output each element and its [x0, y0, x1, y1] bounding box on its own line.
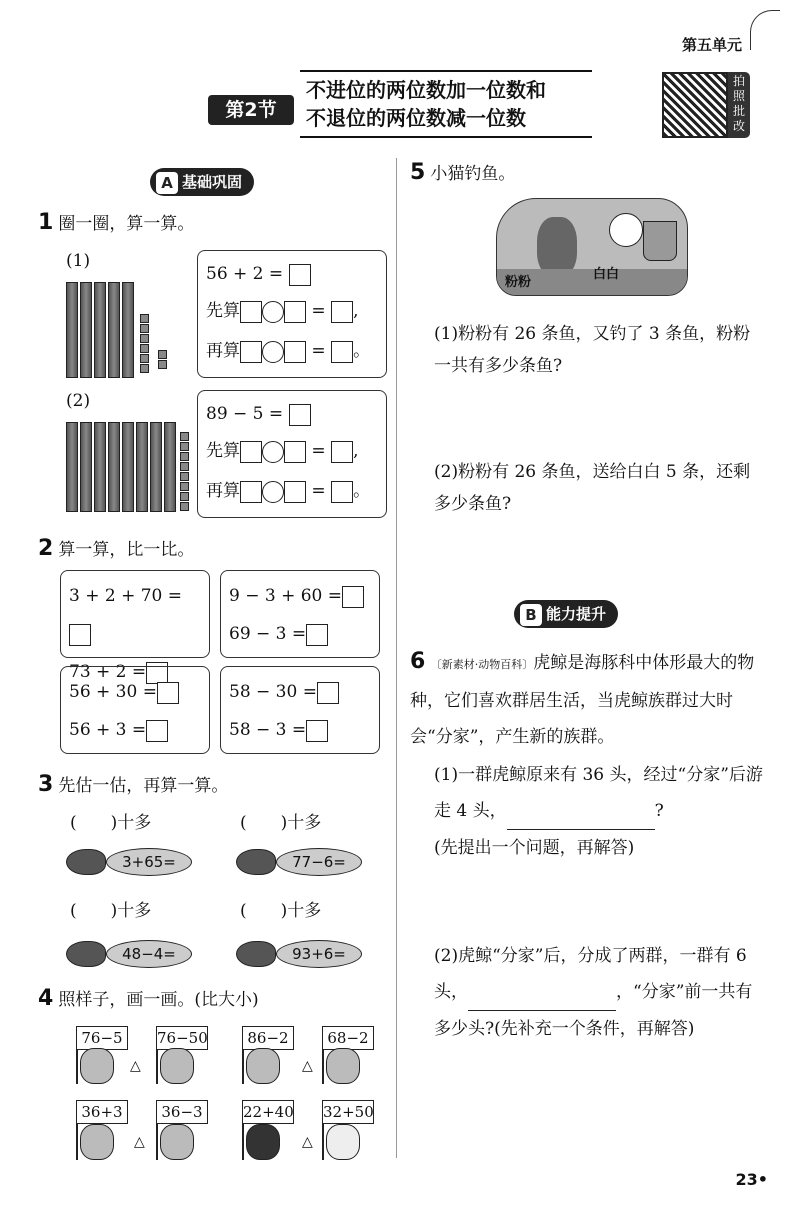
answer-box[interactable]: [240, 301, 262, 323]
question-text: 先估一估，再算一算。: [58, 776, 229, 796]
section-b-title: 能力提升: [546, 605, 607, 623]
section-title: [300, 70, 592, 138]
fish-icon: [66, 941, 106, 967]
q4-compare-area: [60, 1020, 390, 1170]
question-text: 照样子，画一画。(比大小): [58, 990, 259, 1010]
operator-circle[interactable]: [262, 481, 284, 503]
triangle-marker: △: [134, 1134, 145, 1150]
q2-box-1: 3 + 2 + 70 = 73 + 2 =: [60, 570, 210, 658]
estimate-blank[interactable]: ( )十多: [70, 901, 152, 921]
squirrel-icon: [160, 1048, 194, 1084]
answer-box[interactable]: [157, 682, 179, 704]
condition-blank[interactable]: [468, 974, 616, 1011]
q1-part2-blocks: [60, 414, 190, 514]
q1-part1-blocks: [60, 270, 180, 378]
q6-part1-text: (1)一群虎鲸原来有 36 头，经过“分家”后游走 4 头，: [434, 765, 763, 821]
expression-oval: 3+65=: [106, 848, 192, 876]
estimate-blank[interactable]: ( )十多: [240, 813, 322, 833]
triangle-marker: △: [302, 1134, 313, 1150]
answer-box[interactable]: [284, 481, 306, 503]
expression-oval: 77−6=: [276, 848, 362, 876]
monkey-icon: [326, 1048, 360, 1084]
question-number: 5: [410, 160, 426, 185]
step-label: 再算: [206, 341, 240, 361]
answer-box[interactable]: [331, 301, 353, 323]
number-card: 32+50: [322, 1100, 374, 1124]
section-badge: 第2节: [208, 95, 294, 125]
page-corner-decoration: [750, 10, 780, 50]
answer-box[interactable]: [289, 404, 311, 426]
cat-icon: [537, 217, 577, 277]
section-title-line1: 不进位的两位数加一位数和: [306, 78, 546, 102]
puppy-icon: [160, 1124, 194, 1160]
estimate-blank[interactable]: ( )十多: [70, 813, 152, 833]
answer-box[interactable]: [331, 481, 353, 503]
q5-part1: (1)粉粉有 26 条鱼，又钓了 3 条鱼，粉粉一共有多少条鱼?: [434, 324, 751, 376]
q2-box-4: 58 − 30 = 58 − 3 =: [220, 666, 380, 754]
panda-icon: [326, 1124, 360, 1160]
answer-box[interactable]: [240, 441, 262, 463]
answer-box[interactable]: [146, 720, 168, 742]
section-b-header: [514, 600, 618, 628]
question-text: 圈一圈，算一算。: [58, 214, 195, 234]
q5-part2: (2)粉粉有 26 条鱼，送给白白 5 条，还剩多少条鱼?: [434, 462, 751, 514]
q1-part2-label: (2): [66, 391, 91, 411]
answer-box[interactable]: [317, 682, 339, 704]
question-number: 6: [410, 649, 426, 674]
section-a-letter: A: [156, 172, 178, 194]
name-label: 白白: [593, 267, 620, 282]
question-number: 4: [38, 986, 54, 1011]
number-card: 36−3: [156, 1100, 208, 1124]
answer-box[interactable]: [289, 264, 311, 286]
number-card: 68−2: [322, 1026, 374, 1050]
bear-icon: [80, 1124, 114, 1160]
question-number: 2: [38, 536, 54, 561]
page-number: 23•: [735, 1170, 768, 1189]
expression-oval: 93+6=: [276, 940, 362, 968]
answer-box[interactable]: [284, 341, 306, 363]
material-tag: 〔新素材·动物百科〕: [430, 658, 534, 671]
question-blank[interactable]: [507, 793, 655, 830]
section-title-line2: 不退位的两位数减一位数: [306, 106, 526, 130]
mouse-icon: [246, 1124, 280, 1160]
fish-expression: [236, 848, 362, 876]
answer-box[interactable]: [240, 341, 262, 363]
fish-expression: [236, 940, 362, 968]
question-text: 小猫钓鱼。: [430, 164, 516, 184]
question-4-heading: [38, 986, 259, 1014]
q6-part2-text: (2)虎鲸“分家”后，分成了两群，一群有 6 头，: [434, 946, 747, 1002]
question-number: 3: [38, 772, 54, 797]
step-label: 先算: [206, 301, 240, 321]
name-label: 粉粉: [505, 275, 532, 290]
expression-oval: 48−4=: [106, 940, 192, 968]
number-card: 36+3: [76, 1100, 128, 1124]
operator-circle[interactable]: [262, 441, 284, 463]
operator-circle[interactable]: [262, 341, 284, 363]
estimate-blank[interactable]: ( )十多: [240, 901, 322, 921]
answer-box[interactable]: [331, 341, 353, 363]
cat-icon: [609, 213, 643, 247]
triangle-marker: △: [302, 1058, 313, 1074]
number-card: 86−2: [242, 1026, 294, 1050]
section-a-header: [150, 168, 254, 196]
question-5-heading: [410, 160, 515, 188]
fish-icon: [66, 849, 106, 875]
bucket-icon: [643, 221, 677, 261]
fishing-cats-illustration: [496, 198, 688, 296]
fish-icon: [236, 941, 276, 967]
number-card: 76−50: [156, 1026, 208, 1050]
number-card: 76−5: [76, 1026, 128, 1050]
q6-part1-instruction: (先提出一个问题，再解答): [434, 838, 635, 858]
q2-box-3: 56 + 30 = 56 + 3 =: [60, 666, 210, 754]
section-b-letter: B: [520, 604, 542, 626]
step-label: 再算: [206, 481, 240, 501]
question-6: 6 〔新素材·动物百科〕虎鲸是海豚科中体形最大的物种，它们喜欢群居生活，当虎鲸族群过大时会“分家”，产生新的族群。 (1)一群虎鲸原来有 36 头，经过“分家”后游走 4 头， ? (先提出一个问题，再解答) (2)虎鲸“分家”后，分成了两群，一群有 6 头， ，“分家”前一共有多少头?(先补充一个条件，再解答): [410, 644, 766, 1047]
lion-icon: [80, 1048, 114, 1084]
answer-box[interactable]: [284, 441, 306, 463]
answer-box[interactable]: [69, 624, 91, 646]
answer-box[interactable]: [306, 624, 328, 646]
answer-box[interactable]: [306, 720, 328, 742]
dog-icon: [246, 1048, 280, 1084]
question-1-heading: [38, 210, 194, 238]
question-intro: 虎鲸是海豚科中体形最大的物种，它们喜欢群居生活，当虎鲸族群过大时会“分家”，产生新的族群。: [410, 653, 755, 747]
q1-part1-panel: 56 + 2 = 先算 = , 再算 = 。: [197, 250, 387, 378]
unit-label: 第五单元: [681, 36, 742, 54]
question-3-heading: [38, 772, 228, 800]
question-text: 算一算，比一比。: [58, 540, 195, 560]
number-card: 22+40: [242, 1100, 294, 1124]
column-divider: [396, 158, 397, 1158]
q2-box-2: 9 − 3 + 60 = 69 − 3 =: [220, 570, 380, 658]
equation: 89 − 5 =: [206, 404, 284, 424]
fish-expression: [66, 940, 192, 968]
operator-circle[interactable]: [262, 301, 284, 323]
q1-part2-panel: 89 − 5 = 先算 = , 再算 = 。: [197, 390, 387, 518]
answer-box[interactable]: [331, 441, 353, 463]
q1-part1-label: (1): [66, 251, 91, 271]
photo-grade-tab[interactable]: 拍 照 批 改: [728, 72, 750, 138]
fish-icon: [236, 849, 276, 875]
equation: 56 + 2 =: [206, 264, 284, 284]
step-label: 先算: [206, 441, 240, 461]
answer-box[interactable]: [342, 586, 364, 608]
question-number: 1: [38, 210, 54, 235]
question-2-heading: [38, 536, 194, 564]
answer-box[interactable]: [240, 481, 262, 503]
fish-expression: [66, 848, 192, 876]
qr-code-icon[interactable]: [662, 72, 728, 138]
answer-box[interactable]: [284, 301, 306, 323]
triangle-marker: △: [130, 1058, 141, 1074]
section-a-title: 基础巩固: [182, 173, 243, 191]
